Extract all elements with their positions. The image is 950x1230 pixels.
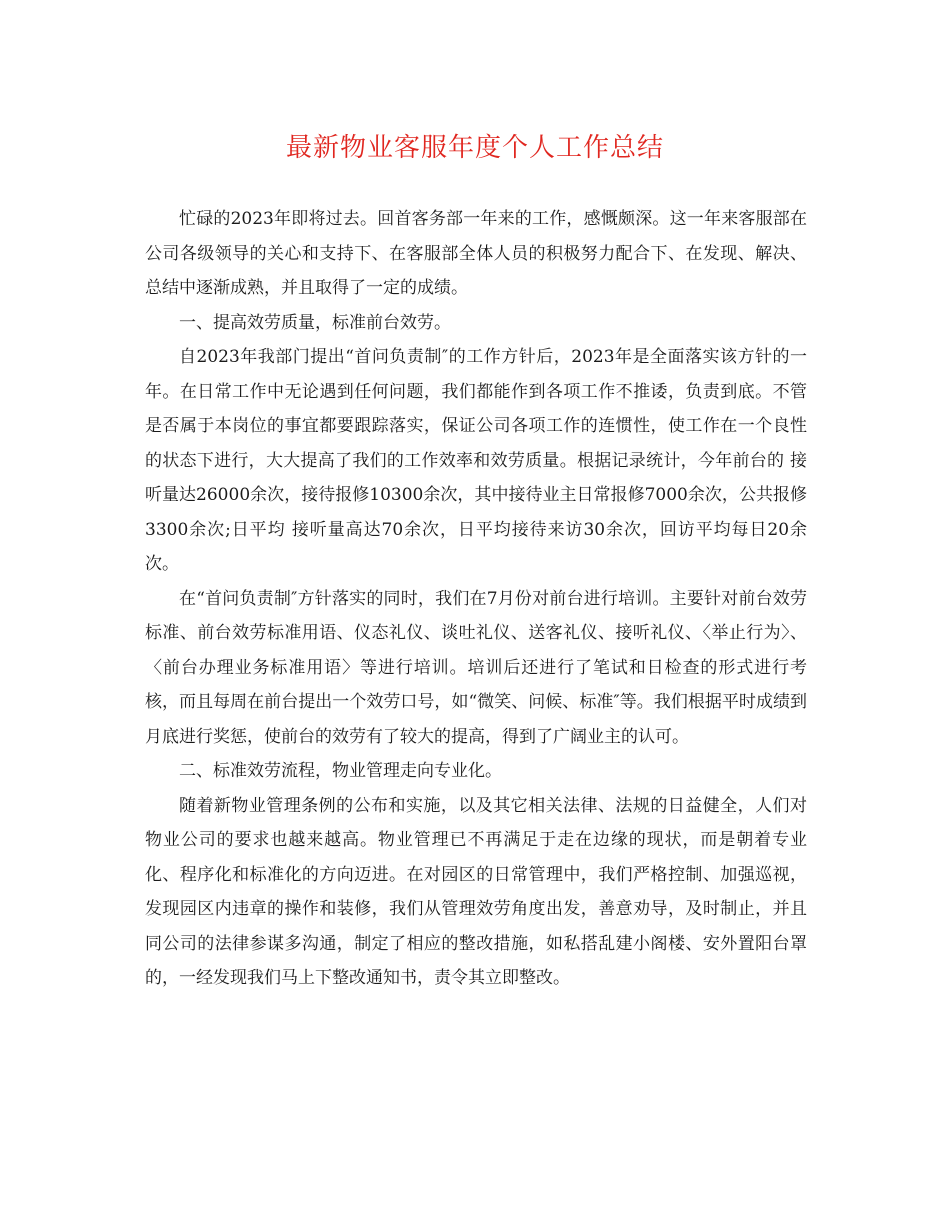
- paragraph-intro: 忙碌的2023年即将过去。回首客务部一年来的工作，感慨颇深。这一年来客服部在公司各级领导的关心和支持下、在客服部全体人员的积极努力配合下、在发现、解决、总结中逐渐成熟，并且取得了一定的成绩。: [145, 209, 807, 298]
- document-body: [145, 202, 807, 996]
- document-title: 最新物业客服年度个人工作总结: [285, 133, 664, 163]
- paragraph-section-2-a: 随着新物业管理条例的公布和实施，以及其它相关法律、法规的日益健全，人们对物业公司的要求也越来越高。物业管理已不再满足于走在边缘的现状，而是朝着专业化、程序化和标准化的方向迈进。在对园区的日常管理中，我们严格控制、加强巡视，发现园区内违章的操作和装修，我们从管理效劳角度出发，善意劝导，及时制止，并且同公司的法律参谋多沟通，制定了相应的整改措施，如私搭乱建小阁楼、安外置阳台罩的，一经发现我们马上下整改通知书，责令其立即整改。: [145, 795, 807, 988]
- section-heading-2: 二、标准效劳流程，物业管理走向专业化。: [179, 761, 502, 781]
- paragraph-section-1-a: 自2023年我部门提出“首问负责制″的工作方针后，2023年是全面落实该方针的一年。在日常工作中无论遇到任何问题，我们都能作到各项工作不推诿，负责到底。不管是否属于本岗位的事宜都要跟踪落实，保证公司各项工作的连惯性，使工作在一个良性的状态下进行，大大提高了我们的工作效率和效劳质量。根据记录统计，今年前台的 接听量达26000余次，接待报修10300余次，其中接待业主日常报修7000余次，公共报修3300余次;日平均 接听量高达70余次，日平均接待来访30余次，回访平均每日20余次。: [145, 347, 807, 574]
- section-heading-1: 一、提高效劳质量，标准前台效劳。: [179, 312, 451, 333]
- paragraph-section-1-b: 在“首问负责制″方针落实的同时，我们在7月份对前台进行培训。主要针对前台效劳标准、前台效劳标准用语、仪态礼仪、谈吐礼仪、送客礼仪、接听礼仪、〈举止行为〉、〈前台办理业务标准用语〉等进行培训。培训后还进行了笔试和日检查的形式进行考核，而且每周在前台提出一个效劳口号，如“微笑、问候、标准″等。我们根据平时成绩到月底进行奖惩，使前台的效劳有了较大的提高，得到了广阔业主的认可。: [145, 588, 807, 747]
